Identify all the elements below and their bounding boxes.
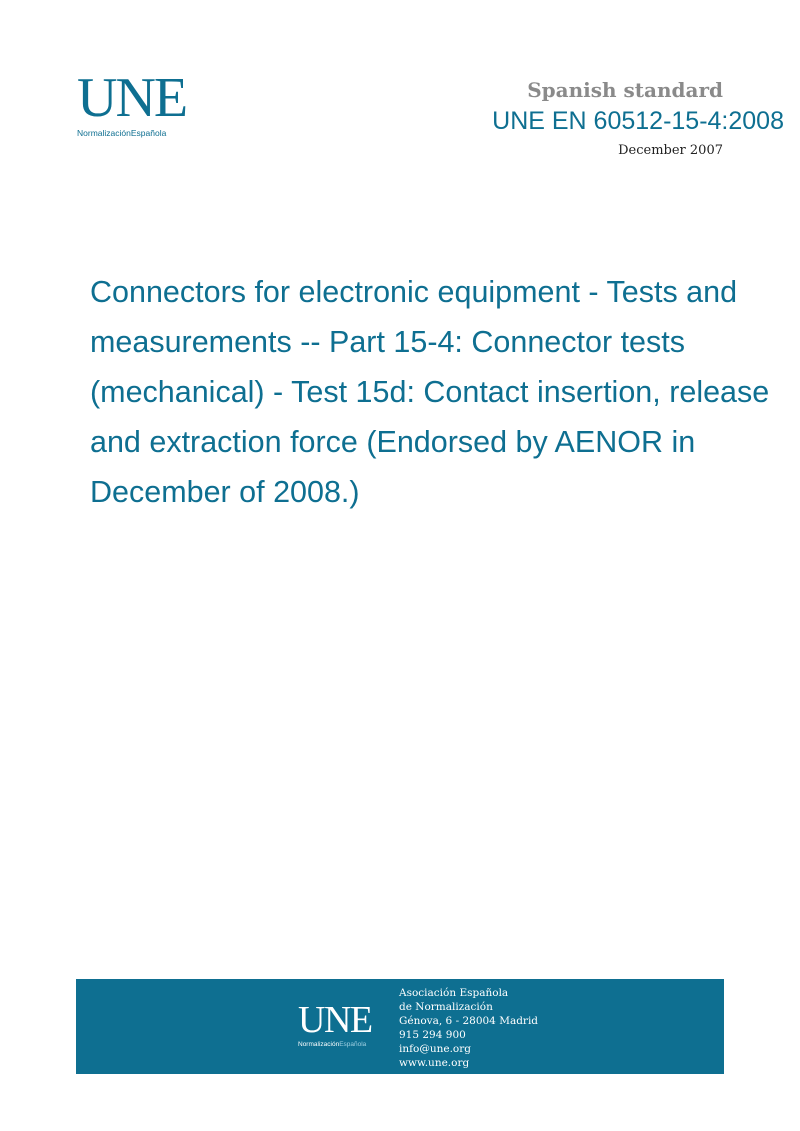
org-name-line2: de Normalización [399,1001,493,1013]
org-address: Génova, 6 - 28004 Madrid [399,1015,539,1027]
org-name-line1: Asociación Española [399,987,509,999]
footer-contact-info [399,986,538,1070]
document-title: Connectors for electronic equipment - Tests and measurements -- Part 15-4: Connector tests (mechanical) - Test 15d: Contact insertion, release and extraction force (Endorsed by AENOR in December of 2008.) [90,275,770,509]
document-type: Spanish standard [527,78,723,102]
logo-sub-secondary: Española [130,128,167,138]
footer-logo-mark: UNE [298,999,372,1041]
logo-sub-primary: Normalización [77,128,131,138]
footer-logo-sub-secondary: Española [339,1041,367,1048]
footer-logo-subtitle [298,1041,372,1048]
footer-une-logo [298,1001,372,1048]
org-phone: 915 294 900 [399,1029,466,1041]
une-logo-mark: UNE [77,67,187,129]
org-website[interactable]: www.une.org [399,1057,470,1069]
une-logo-subtitle [77,128,207,138]
publication-date: December 2007 [618,143,723,158]
standard-number: UNE EN 60512-15-4:2008 [492,107,784,135]
une-logo [77,67,207,145]
org-email[interactable]: info@une.org [399,1043,471,1055]
footer-contact-band [76,979,724,1074]
footer-logo-sub-primary: Normalización [298,1041,340,1048]
